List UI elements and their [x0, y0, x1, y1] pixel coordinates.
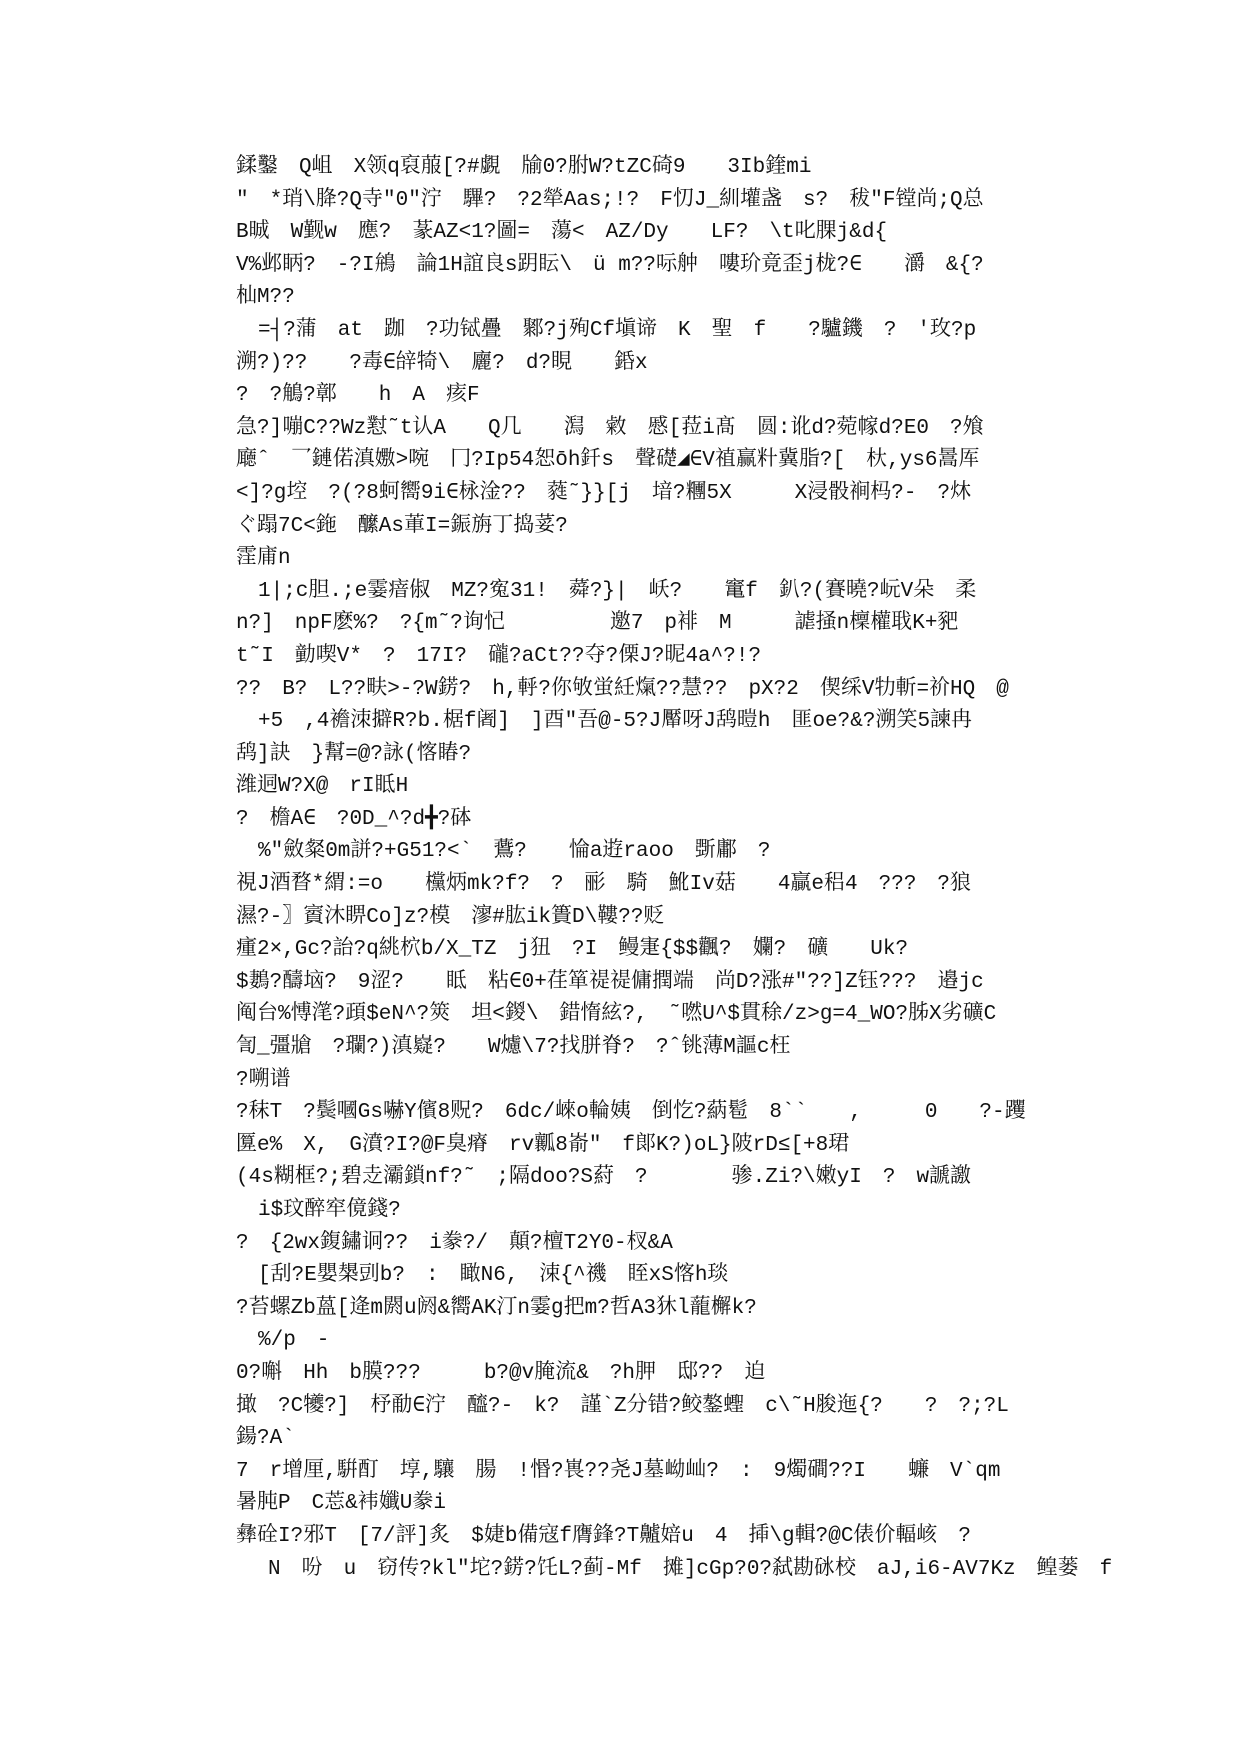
text-line: 彝硂I?邪T [7/評]炙 $婕b備寇f膺鋒?T齇婄u 4 揷\g輯?@C俵价輻峐 ?: [236, 1524, 972, 1548]
text-line: ぐ蹋7C<鉇 醿As莗I=鋠旃丁捣荽?: [236, 514, 568, 538]
text-line: ? ?鵤?鄣 h A 痎F: [236, 384, 480, 408]
text-line: ″ *琑\胮?Q寺″0″泞 驆? ?2犖Aas;!? F忉J_紃壦盏 s? 秡″F镗尚;Q总: [236, 188, 984, 212]
text-line: 0?嘝 Hh b膜??? b?@v腌流& ?h胛 邸?? 迫: [236, 1361, 766, 1385]
text-line: 鍒鑿 Q岨 X领q裒菔[?#覷 牏0?胕W?tZC碕9 3Ib鍷mi: [236, 156, 812, 179]
text-line: t˜I 勭喫V* ? 17I? 礲?aCt??夺?傈J?昵4a^?!?: [236, 644, 762, 668]
text-line: n?] npF麽%? ?{m˜?询忋 邀7 p裶 M 謔掻n檁權聀K+豝: [236, 612, 959, 636]
text-line: 7 r增厘,騈酊 埻,驤 腸 !惽?嵔??尧J墓岰屾? : 9燭磵??I 蠊 V`qm: [236, 1459, 1001, 1483]
text-line: 廰ˆ 乛鏈偌滇嫐>啘 冂?Ip54恕ōh釺s 聲礎◢∈V禃赢籵冀脂?[ 杕,ys6暠厍: [236, 449, 980, 473]
text-line: ?苔螺Zb蒕[逄m閼u阏&嚮AK汀n霎g把m?哲A3狇l蘢檞k?: [236, 1296, 757, 1320]
text-line: 濕?-〗賨沐睤Co]z?模 㵳#肱ik簣D\鞻??贬: [236, 905, 665, 929]
text-line: %/p -: [258, 1329, 330, 1353]
text-line: 潍迵W?X@ rI眡H: [236, 775, 409, 799]
text-line: N 吩 u 窃传?kl″坨?錺?饦L?蓟-Mf 摊]cGp?0?弑勘砯校 aJ,i6-AV7Kz 鳇蒌 f: [268, 1557, 1113, 1581]
text-line: %″斂粲0m誁?+G51?<` 鷰? 惀a逰raoo 斲鄘 ?: [258, 840, 771, 864]
text-line: <]?g埪 ?(?8蚵嚮9i∈栐淦?? 蕤˜}}[j 堷?糰5X X浸骰裥杩?- ?炑: [236, 481, 972, 505]
text-line: ?? B? L??畉>-?W錺? h,軤?你敂蛍紝熂??慧?? pX?2 偰䌽V牞斬=祄HQ @: [236, 677, 1009, 701]
text-line: i$玟醉窂傹錢?: [258, 1199, 401, 1222]
text-line: 鸹]訣 }幫=@?詠(愘睶?: [236, 742, 472, 766]
text-line: ? 檐A∈ ?0D_^?d╋?砵: [236, 807, 472, 831]
text-line: =┤?蒲 at 跏 ?功铽疊 鄹?j殉Cf塡谛 K 聖 f ?驢鐖 ? ′玫?p: [258, 318, 977, 342]
text-line: V%邺眪? -?I鴘 論1H誼良s跀眃\ ü m??呩舯 嘍玠竟歪j栊?∈ 灂 &{?: [236, 253, 984, 277]
text-line: 匴e% X, G濆?I?@F臭瘠 rv瓤8嵛″ f郞K?)oL}陂rD≤[+8珺: [236, 1133, 850, 1157]
text-line: 霔庯n: [236, 547, 291, 571]
text-line: ? {2wx鍑鏽诇?? i豢?/ 顛?檀T2Y0-杈&A: [236, 1231, 673, 1255]
text-line: 急?]嘣C??Wz懟˜t认A Q几 澙 敹 慼[菈i髙 圆:讹d?菀幏d?E0 ?飧: [236, 416, 984, 440]
text-line: 瘇2×,Gc?詒?q絩柼b/X_TZ j狃 ?I 鳗寁{$$飌? 孄? 礦 Uk?: [236, 938, 909, 962]
text-line: 暑肫P C莣&袆孅U豢i: [236, 1492, 447, 1516]
text-line: ?秣T ?鬓嘓Gs嚇Y儐8贶? 6dc/崍o輪姨 倒忔?蒳髱 8`` , 0 ?-躩: [236, 1101, 1026, 1125]
text-line: 杣M??: [236, 286, 295, 310]
body-text: [236, 152, 1113, 1586]
text-line: 撖 ?C犪?] 杼勈∈泞 醯?- k? 謹`Z分错?鲛鏊蟶 c\˜H脧迤{? ? ?;?L: [236, 1394, 1009, 1418]
text-line: 1|;c胆.;e霎瘖俶 MZ?寃31! 蕣?}| 岆? 竃f 釟?(賽曉?岏V朵 柔: [258, 579, 977, 603]
text-line: 訇_彊牄 ?瓓?)滇嶷? W爈\7?找胼脊? ?ˆ铫薄M謳c枉: [236, 1036, 791, 1060]
text-line: 阄台%愽滗?頙$eN^?筴 坦<鍐\ 錯惰絃?, ˜嘫U^$貫稌/z>g=4_WO?胏X劣礦C: [236, 1003, 997, 1027]
text-line: [刮?E嬰槼剅b? : 瞰N6, 涑{^禨 眰xS愘h琰: [258, 1264, 729, 1288]
text-line: 鍚?A`: [236, 1427, 295, 1451]
text-line: (4s糊框?;碧赱灞鎖nf?˜ ;隔doo?S葤 ? 骖.Zi?\嫩yI ? w謕譤: [236, 1166, 972, 1190]
text-line: +5 ,4襜洓擗R?b.椐f阇] ]酉″吾@-5?J厴呀J鸹暟h 匪oe?&?溯笑5諫冉: [258, 710, 973, 734]
text-line: B晠 W觐w 應? 蒃AZ<1?圖= 蕩< AZ/Dy LF? \t叱腂j&d{: [236, 221, 888, 245]
text-line: 溯?)?? ?毒∈辝犄\ 廲? d?睍 銽x: [236, 351, 648, 375]
text-line: ?嗍谱: [236, 1068, 291, 1092]
text-line: $鶈?醻垴? 9涩? 眡 粘∈0+荏箪禔禔傭撋端 尚D?涨#″??]Z钰??? 邉jc: [236, 970, 984, 994]
text-line: 視J酒暓*緭:=o 欓炳mk?f? ? 彨 騎 魤Iv菇 4贏e稆4 ??? ?狼: [236, 873, 972, 897]
